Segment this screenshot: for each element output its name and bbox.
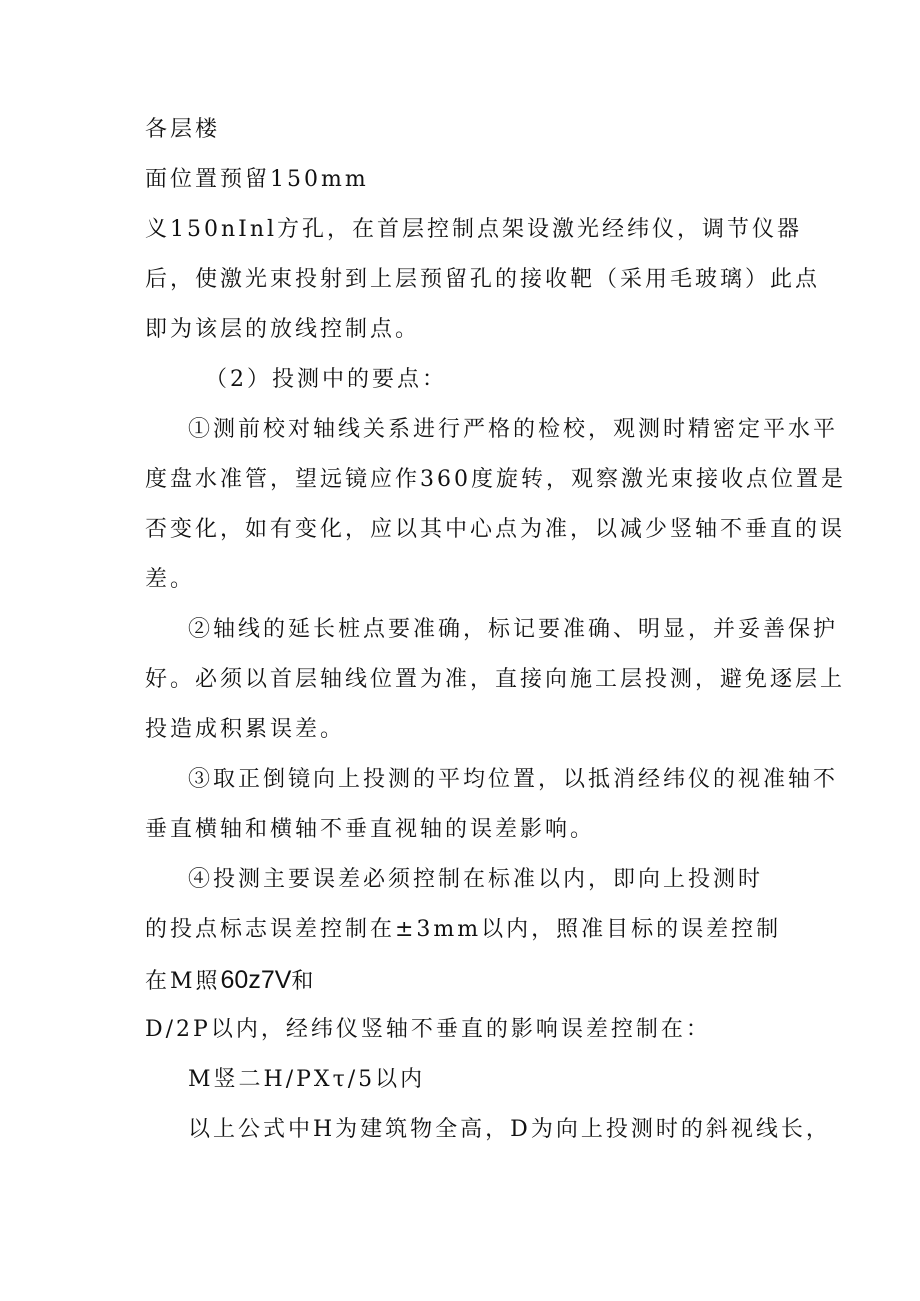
formula-latin-text: 60z7V xyxy=(220,966,292,994)
paragraph-line: D/2P以内，经纬仪竖轴不垂直的影响误差控制在： xyxy=(145,1017,711,1042)
formula-line: M竖二H/PXτ/5以内 xyxy=(188,1067,426,1092)
paragraph-line: 度盘水准管，望远镜应作360度旋转，观察激光束接收点位置是 xyxy=(145,467,846,492)
formula-prefix: 在M照 xyxy=(145,969,221,994)
text-line: 各层楼 xyxy=(145,117,221,142)
text-line: 义150nInl方孔，在首层控制点架设激光经纬仪，调节仪器 xyxy=(145,217,803,242)
paragraph-line: ③取正倒镜向上投测的平均位置，以抵消经纬仪的视准轴不 xyxy=(188,767,839,792)
mixed-formula-line xyxy=(145,966,316,996)
paragraph-line: 的投点标志误差控制在±3mm以内，照准目标的误差控制 xyxy=(145,917,782,942)
paragraph-line: 好。必须以首层轴线位置为准，直接向施工层投测，避免逐层上 xyxy=(145,667,846,692)
section-heading: （2）投测中的要点： xyxy=(205,367,447,392)
paragraph-line: 投造成积累误差。 xyxy=(145,717,346,742)
paragraph-line: ④投测主要误差必须控制在标准以内，即向上投测时 xyxy=(188,867,764,892)
paragraph-line: 否变化，如有变化，应以其中心点为准，以减少竖轴不垂直的误 xyxy=(145,517,846,542)
paragraph-line: 垂直横轴和横轴不垂直视轴的误差影响。 xyxy=(145,817,596,842)
paragraph-line: 差。 xyxy=(145,567,196,592)
text-line: 面位置预留150mm xyxy=(145,167,369,192)
text-line: 即为该层的放线控制点。 xyxy=(145,317,421,342)
text-line: 后，使激光束投射到上层预留孔的接收靶（采用毛玻璃）此点 xyxy=(145,267,821,292)
paragraph-line: 以上公式中H为建筑物全高，D为向上投测时的斜视线长， xyxy=(188,1117,831,1142)
formula-suffix: 和 xyxy=(291,969,317,994)
paragraph-line: ②轴线的延长桩点要准确，标记要准确、明显，并妥善保护 xyxy=(188,617,839,642)
paragraph-line: ①测前校对轴线关系进行严格的检校，观测时精密定平水平 xyxy=(188,417,839,442)
